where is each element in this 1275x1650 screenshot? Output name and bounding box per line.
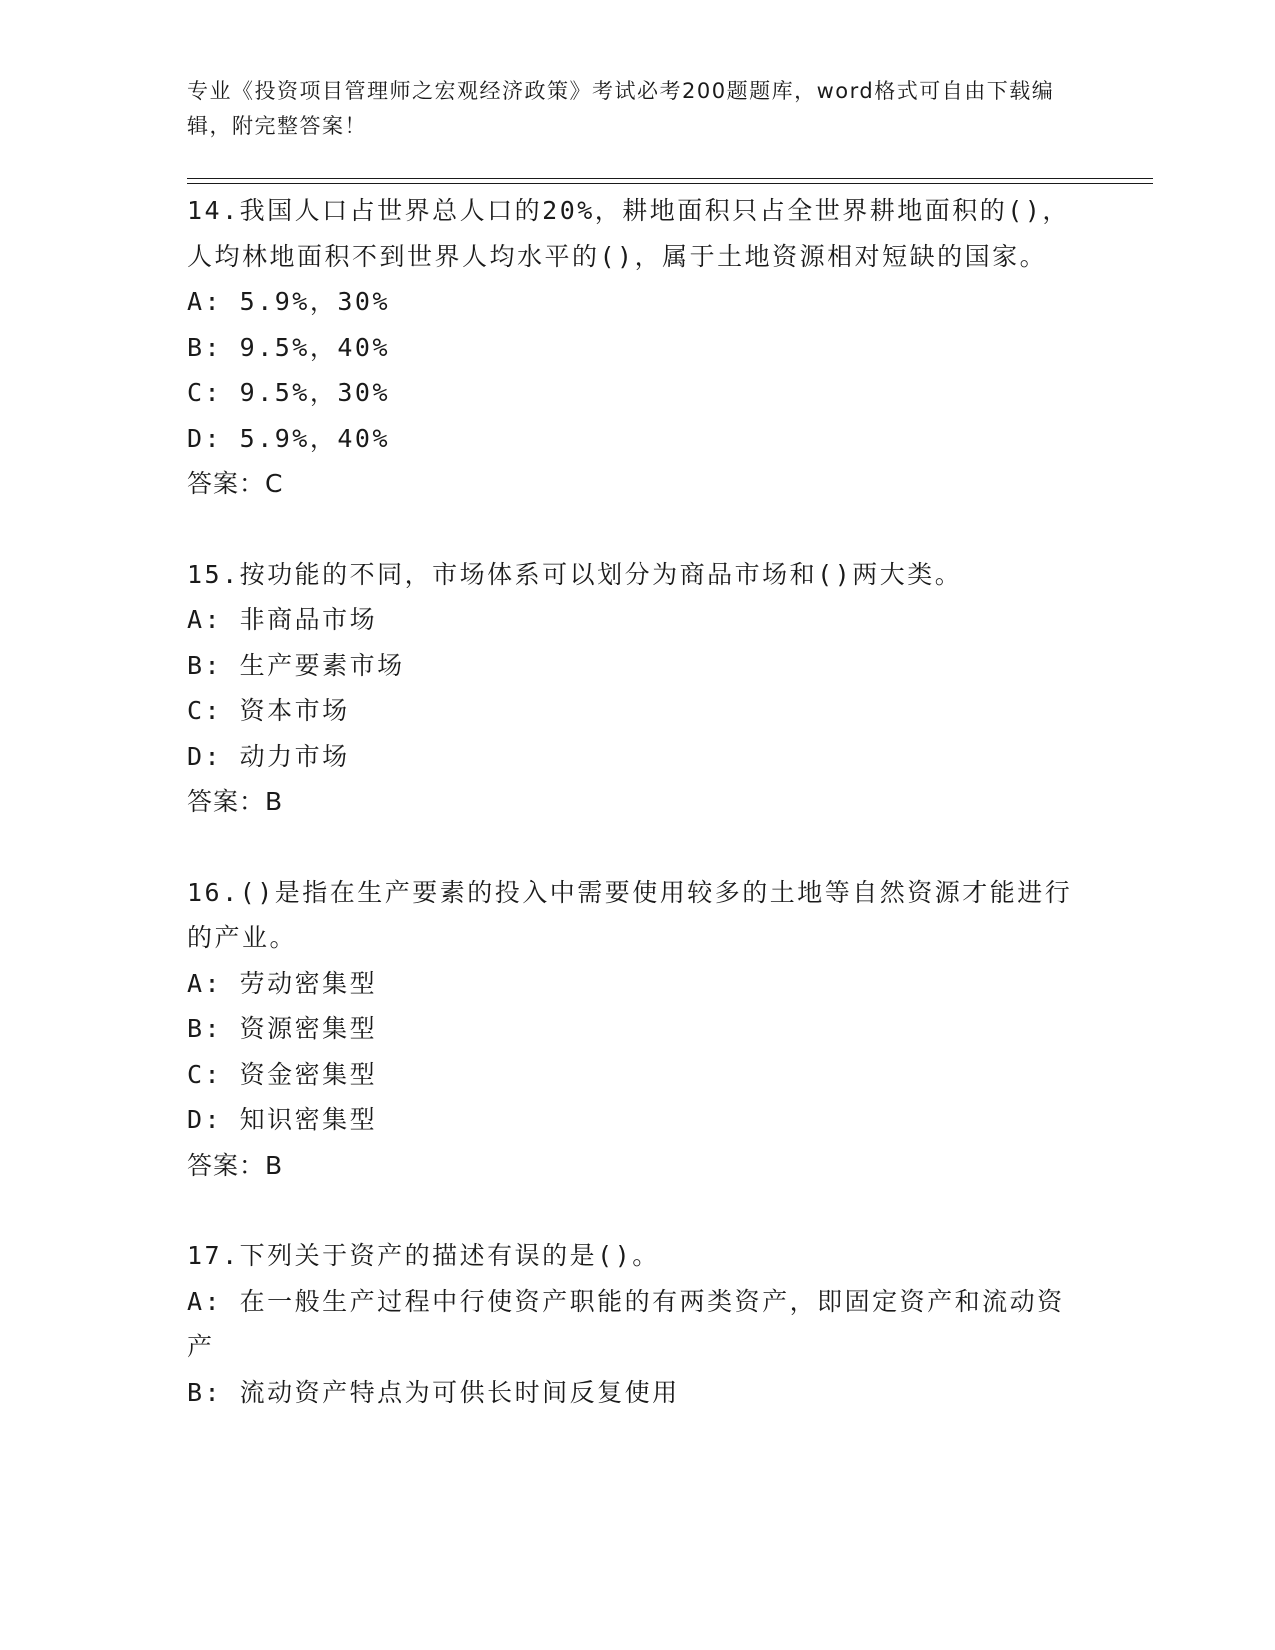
answer-label: 答案：C [187,469,284,498]
option-a: A: 5.9%，30% [187,287,391,316]
header-rule-top [187,178,1153,179]
question-stem: 15.按功能的不同，市场体系可以划分为商品市场和()两大类。 [187,559,963,589]
answer-label: 答案：B [187,787,284,816]
question-stem: 17.下列关于资产的描述有误的是()。 [187,1241,660,1270]
option-a: A: 非商品市场 [187,605,378,634]
option-c: C: 资金密集型 [187,1059,378,1089]
option-b: B: 9.5%，40% [187,332,391,362]
question-17 [187,1233,1087,1415]
option-d: D: 5.9%，40% [187,423,391,453]
question-stem: 16.()是指在生产要素的投入中需要使用较多的土地等自然资源才能进行的产业。 [187,877,1073,952]
question-16 [187,870,1087,1189]
document-header: 专业《投资项目管理师之宏观经济政策》考试必考200题题库，word格式可自由下载编辑，附完整答案！ [187,79,1055,138]
question-14 [187,188,1087,507]
option-c: C: 资本市场 [187,696,350,725]
answer-label: 答案：B [187,1150,284,1180]
header-rule-bottom [187,183,1153,184]
question-stem: 14.我国人口占世界总人口的20%，耕地面积只占全世界耕地面积的()，人均林地面积不到世界人均水平的()，属于土地资源相对短缺的国家。 [187,196,1070,271]
option-b: B: 资源密集型 [187,1014,378,1043]
option-b: B: 流动资产特点为可供长时间反复使用 [187,1377,680,1407]
option-a: A: 劳动密集型 [187,968,378,998]
option-b: B: 生产要素市场 [187,650,405,680]
option-c: C: 9.5%，30% [187,378,391,407]
question-list [187,188,1087,1415]
question-15 [187,552,1087,825]
option-d: D: 知识密集型 [187,1105,378,1134]
option-a: A: 在一般生产过程中行使资产职能的有两类资产，即固定资产和流动资产 [187,1286,1065,1361]
option-d: D: 动力市场 [187,741,350,771]
